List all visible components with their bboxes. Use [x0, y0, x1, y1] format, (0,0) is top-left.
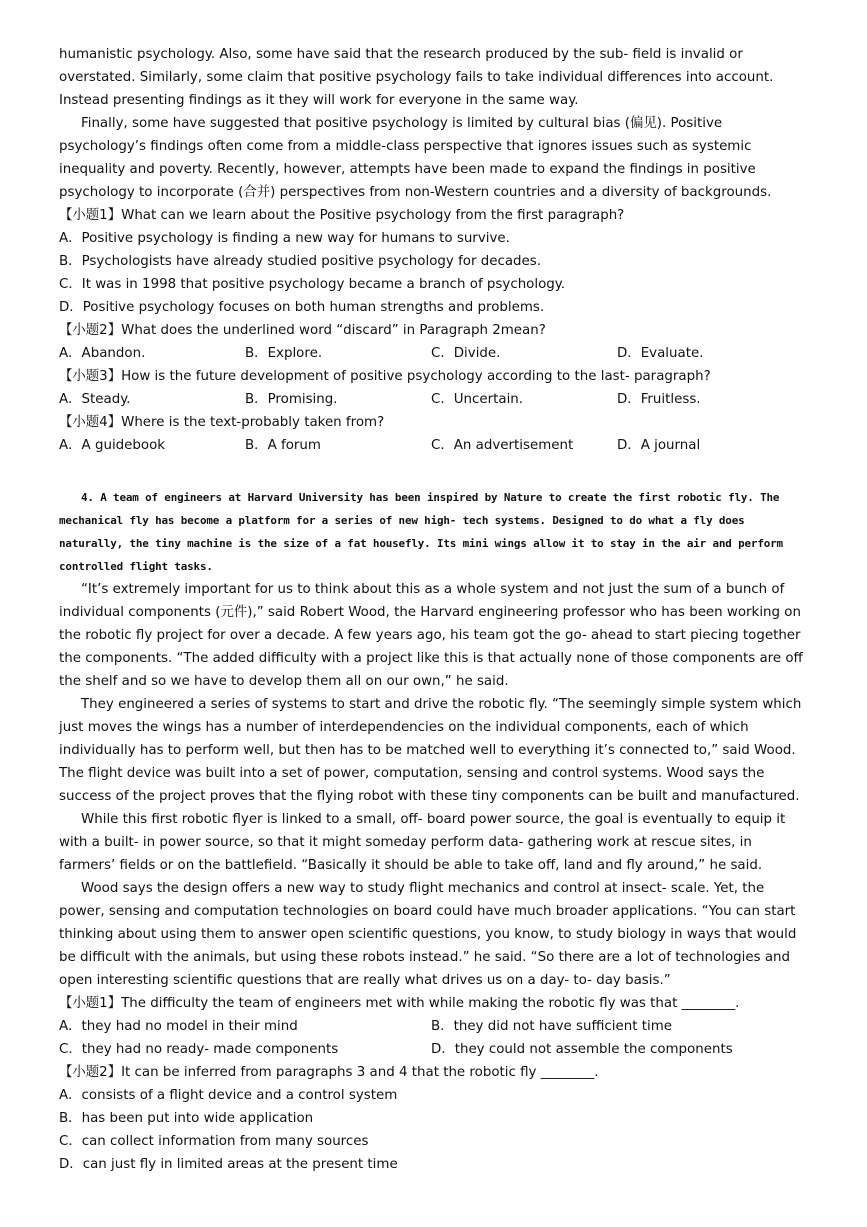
option-c: C．can collect information from many sources: [59, 1134, 369, 1149]
option-a: A．consists of a flight device and a control system: [59, 1088, 398, 1103]
option-b: B．A forum: [245, 438, 321, 453]
question-stem: 【小题2】What does the underlined word “discard” in Paragraph 2mean?: [59, 323, 546, 338]
option-a: A．Steady.: [59, 392, 131, 407]
option-d: D．A journal: [617, 438, 701, 453]
passage4-paragraph-4: Wood says the design offers a new way to study flight mechanics and control at insect- scale. Yet, the power, sensing and computation technologies on board could have much broader applications. “You can start thinking about using them to answer open scientific questions, you know, to study biology in ways that would be difficult with the animals, but using these robots instead.” he said. “So there are a lot of technologies and open interesting scientific questions that are really what drives us on a day- to- day basis.”: [59, 881, 797, 988]
options-row: [59, 1038, 811, 1061]
options-row: [59, 1015, 811, 1038]
option-b: B．they did not have sufficient time: [431, 1019, 672, 1034]
option-b: B．Explore.: [245, 346, 323, 361]
option-d: D．Positive psychology focuses on both human strengths and problems.: [59, 300, 545, 315]
option-d: D．they could not assemble the components: [431, 1042, 733, 1057]
option-a: A．they had no model in their mind: [59, 1019, 298, 1034]
option-b: B．Promising.: [245, 392, 338, 407]
option-a: A．Abandon.: [59, 346, 146, 361]
passage4-paragraph-3: While this first robotic flyer is linked to a small, off- board power source, the goal is eventually to equip it with a built- in power source, so that it might someday perform data- gathering work at rescue sites, in farmers’ fields or on the battlefield. “Basically it should be able to take off, land and fly around,” he said.: [59, 812, 786, 873]
option-b: B．Psychologists have already studied positive psychology for decades.: [59, 254, 542, 269]
question-stem: 【小题1】What can we learn about the Positive psychology from the first paragraph?: [59, 208, 625, 223]
option-a: A．A guidebook: [59, 438, 166, 453]
options-row: [59, 434, 811, 457]
passage4-question-2: [59, 1061, 811, 1176]
passage4-question-1: [59, 992, 811, 1061]
option-c: C．Uncertain.: [431, 392, 524, 407]
option-d: D．can just fly in limited areas at the present time: [59, 1157, 398, 1172]
question-stem: 【小题3】How is the future development of positive psychology according to the last- paragraph?: [59, 369, 711, 384]
passage3-question-1: [59, 204, 811, 319]
passage3-question-3: [59, 365, 811, 411]
option-d: D．Evaluate.: [617, 346, 704, 361]
section-spacer: [59, 457, 811, 486]
passage4-paragraph-1: “It’s extremely important for us to think about this as a whole system and not just the sum of a bunch of individual components (元件),” said Robert Wood, the Harvard engineering professor who has been working on the robotic fly project for over a decade. A few years ago, his team got the go- ahead to start piecing together the components. “The added difficulty with a project like this is that actually none of those components are off the shelf and so we have to develop them all on our own,” he said.: [59, 582, 803, 689]
passage3-paragraph: humanistic psychology. Also, some have said that the research produced by the sub- field is invalid or overstated. Similarly, some claim that positive psychology fails to take individual differences into account. Instead presenting findings as it they will work for everyone in the same way.: [59, 47, 774, 108]
options-row: [59, 342, 811, 365]
passage3-question-2: [59, 319, 811, 365]
option-b: B．has been put into wide application: [59, 1111, 314, 1126]
option-c: C．they had no ready- made components: [59, 1042, 339, 1057]
document-page: [59, 43, 811, 1176]
passage4-intro: 4. A team of engineers at Harvard University has been inspired by Nature to create the first robotic fly. The mechanical fly has become a platform for a series of new high- tech systems. Designed to do what a fly does naturally, the tiny machine is the size of a fat housefly. Its mini wings allow it to stay in the air and perform controlled flight tasks.: [59, 491, 783, 573]
option-c: C．It was in 1998 that positive psychology became a branch of psychology.: [59, 277, 566, 292]
passage3-final-paragraph: Finally, some have suggested that positive psychology is limited by cultural bias (偏见). Positive psychology’s findings often come from a middle-class perspective that ignores issues such as systemic inequality and poverty. Recently, however, attempts have been made to expand the findings in positive psychology to incorporate (合并) perspectives from non-Western countries and a diversity of backgrounds.: [59, 116, 772, 200]
question-stem: 【小题2】It can be inferred from paragraphs 3 and 4 that the robotic fly ________.: [59, 1065, 599, 1080]
option-d: D．Fruitless.: [617, 392, 701, 407]
options-row: [59, 388, 811, 411]
passage4-paragraph-2: They engineered a series of systems to start and drive the robotic fly. “The seemingly simple system which just moves the wings has a number of interdependencies on the individual components, each of which individually has to perform well, but then has to be matched well to everything it’s connected to,” said Wood. The flight device was built into a set of power, computation, sensing and control systems. Wood says the success of the project proves that the flying robot with these tiny components can be built and manufactured.: [59, 697, 802, 804]
option-c: C．Divide.: [431, 346, 501, 361]
option-c: C．An advertisement: [431, 438, 574, 453]
passage3-question-4: [59, 411, 811, 457]
question-stem: 【小题1】The difficulty the team of engineers met with while making the robotic fly was that ________.: [59, 996, 740, 1011]
question-stem: 【小题4】Where is the text-probably taken from?: [59, 415, 385, 430]
option-a: A．Positive psychology is finding a new way for humans to survive.: [59, 231, 510, 246]
